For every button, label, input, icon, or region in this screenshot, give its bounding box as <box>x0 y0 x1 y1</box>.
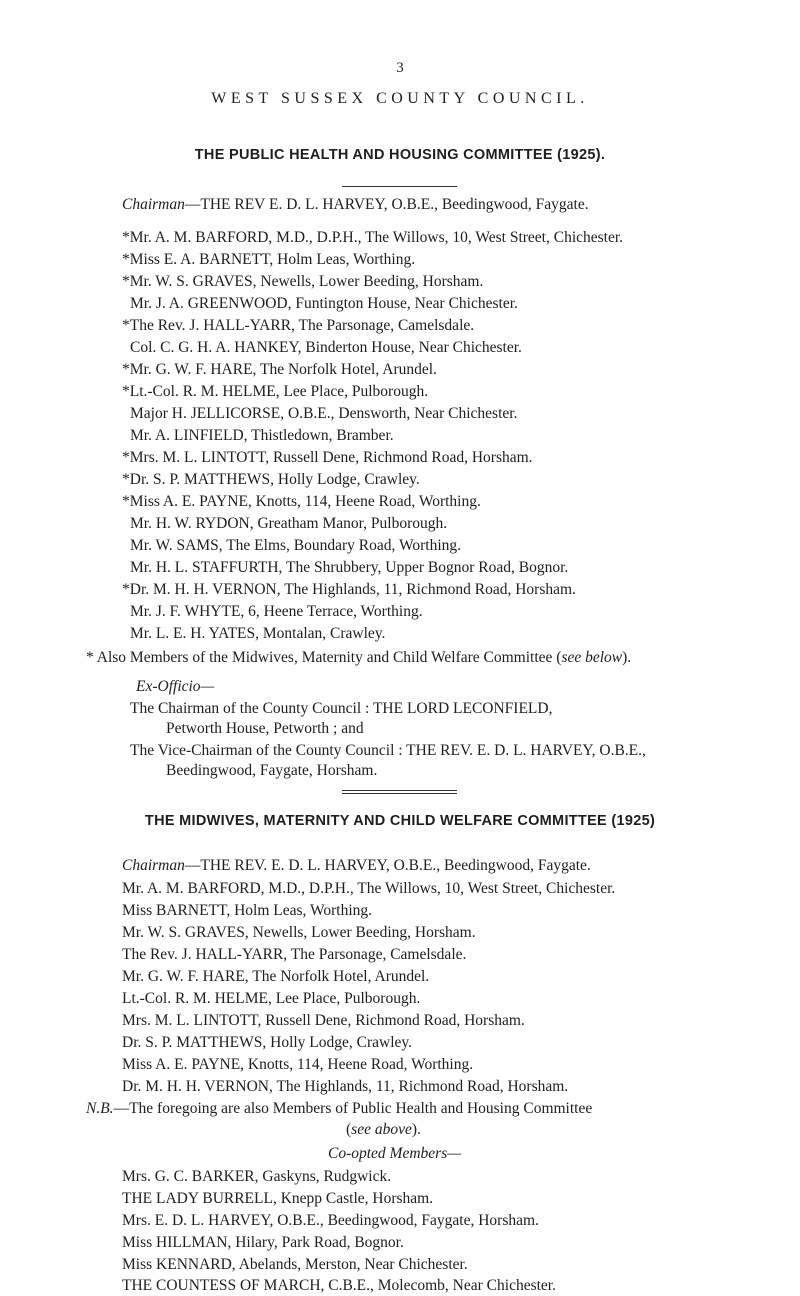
coopted-member-line: THE LADY BURRELL, Knepp Castle, Horsham. <box>122 1190 434 1207</box>
member-line: Lt.-Col. R. M. HELME, Lee Place, Pulborough. <box>122 990 421 1007</box>
member-line: Mrs. M. L. LINTOTT, Russell Dene, Richmond Road, Horsham. <box>122 1012 525 1029</box>
member-line: Miss A. E. PAYNE, Knotts, 114, Heene Road, Worthing. <box>122 1056 474 1073</box>
section-divider <box>342 186 457 187</box>
nb-note-continued: (see above). <box>346 1121 421 1138</box>
section-divider <box>342 793 457 794</box>
chairman-label: Chairman <box>122 196 185 213</box>
section-divider <box>342 790 457 791</box>
committee1-heading: THE PUBLIC HEALTH AND HOUSING COMMITTEE (1925). <box>194 147 606 163</box>
member-line: Dr. S. P. MATTHEWS, Holly Lodge, Crawley. <box>122 1034 413 1051</box>
member-line: Mr. W. S. GRAVES, Newells, Lower Beeding, Horsham. <box>122 924 476 941</box>
chairman-text: —THE REV E. D. L. HARVEY, O.B.E., Beedingwood, Faygate. <box>184 196 589 213</box>
coopted-member-line: Miss HILLMAN, Hilary, Park Road, Bognor. <box>122 1234 404 1251</box>
member-line: Mr. A. LINFIELD, Thistledown, Bramber. <box>130 427 394 444</box>
ex-officio-line: Petworth House, Petworth ; and <box>166 720 364 737</box>
member-line: Col. C. G. H. A. HANKEY, Binderton House, Near Chichester. <box>130 339 522 356</box>
member-line: *Mr. A. M. BARFORD, M.D., D.P.H., The Willows, 10, West Street, Chichester. <box>122 229 624 246</box>
member-line: Mr. G. W. F. HARE, The Norfolk Hotel, Arundel. <box>122 968 430 985</box>
committee1-footnote: * Also Members of the Midwives, Maternity and Child Welfare Committee (see below). <box>86 649 632 666</box>
committee2-chairman <box>122 856 591 876</box>
member-line: *Miss E. A. BARNETT, Holm Leas, Worthing. <box>122 251 416 268</box>
committee1-chairman <box>122 195 589 215</box>
coopted-member-line: Miss KENNARD, Abelands, Merston, Near Chichester. <box>122 1256 468 1273</box>
member-line: *Dr. M. H. H. VERNON, The Highlands, 11, Richmond Road, Horsham. <box>122 581 576 598</box>
coopted-member-line: Mrs. E. D. L. HARVEY, O.B.E., Beedingwood, Faygate, Horsham. <box>122 1212 539 1229</box>
coopted-label: Co-opted Members— <box>328 1145 462 1162</box>
member-line: Mr. W. SAMS, The Elms, Boundary Road, Worthing. <box>130 537 462 554</box>
member-line: The Rev. J. HALL-YARR, The Parsonage, Camelsdale. <box>122 946 467 963</box>
member-line: *Mr. W. S. GRAVES, Newells, Lower Beeding, Horsham. <box>122 273 484 290</box>
page-number: 3 <box>396 60 404 76</box>
chairman-label: Chairman <box>122 857 185 874</box>
member-line: *Mr. G. W. F. HARE, The Norfolk Hotel, Arundel. <box>122 361 437 378</box>
council-title: WEST SUSSEX COUNTY COUNCIL. <box>211 90 589 107</box>
ex-officio-line: Beedingwood, Faygate, Horsham. <box>166 762 378 779</box>
member-line: *Miss A. E. PAYNE, Knotts, 114, Heene Road, Worthing. <box>122 493 481 510</box>
ex-officio-line: The Vice-Chairman of the County Council : THE REV. E. D. L. HARVEY, O.B.E., <box>130 742 646 759</box>
coopted-member-line: Mrs. G. C. BARKER, Gaskyns, Rudgwick. <box>122 1168 392 1185</box>
ex-officio-line: The Chairman of the County Council : THE LORD LECONFIELD, <box>130 700 553 717</box>
member-line: Mr. H. L. STAFFURTH, The Shrubbery, Upper Bognor Road, Bognor. <box>130 559 569 576</box>
coopted-member-line: THE COUNTESS OF MARCH, C.B.E., Molecomb, Near Chichester. <box>122 1277 556 1294</box>
chairman-text: —THE REV. E. D. L. HARVEY, O.B.E., Beedingwood, Faygate. <box>184 857 591 874</box>
member-line: Mr. J. F. WHYTE, 6, Heene Terrace, Worthing. <box>130 603 423 620</box>
member-line: *Mrs. M. L. LINTOTT, Russell Dene, Richmond Road, Horsham. <box>122 449 533 466</box>
member-line: *Dr. S. P. MATTHEWS, Holly Lodge, Crawley. <box>122 471 420 488</box>
ex-officio-label: Ex-Officio— <box>136 678 215 695</box>
member-line: Mr. A. M. BARFORD, M.D., D.P.H., The Willows, 10, West Street, Chichester. <box>122 880 616 897</box>
member-line: *The Rev. J. HALL-YARR, The Parsonage, Camelsdale. <box>122 317 475 334</box>
nb-note: N.B.—The foregoing are also Members of Public Health and Housing Committee <box>86 1100 593 1117</box>
member-line: Mr. H. W. RYDON, Greatham Manor, Pulborough. <box>130 515 448 532</box>
committee2-heading: THE MIDWIVES, MATERNITY AND CHILD WELFARE COMMITTEE (1925) <box>144 813 656 829</box>
member-line: Miss BARNETT, Holm Leas, Worthing. <box>122 902 373 919</box>
member-line: Mr. J. A. GREENWOOD, Funtington House, Near Chichester. <box>130 295 518 312</box>
member-line: Dr. M. H. H. VERNON, The Highlands, 11, Richmond Road, Horsham. <box>122 1078 569 1095</box>
member-line: Major H. JELLICORSE, O.B.E., Densworth, Near Chichester. <box>130 405 518 422</box>
member-line: *Lt.-Col. R. M. HELME, Lee Place, Pulborough. <box>122 383 429 400</box>
member-line: Mr. L. E. H. YATES, Montalan, Crawley. <box>130 625 386 642</box>
